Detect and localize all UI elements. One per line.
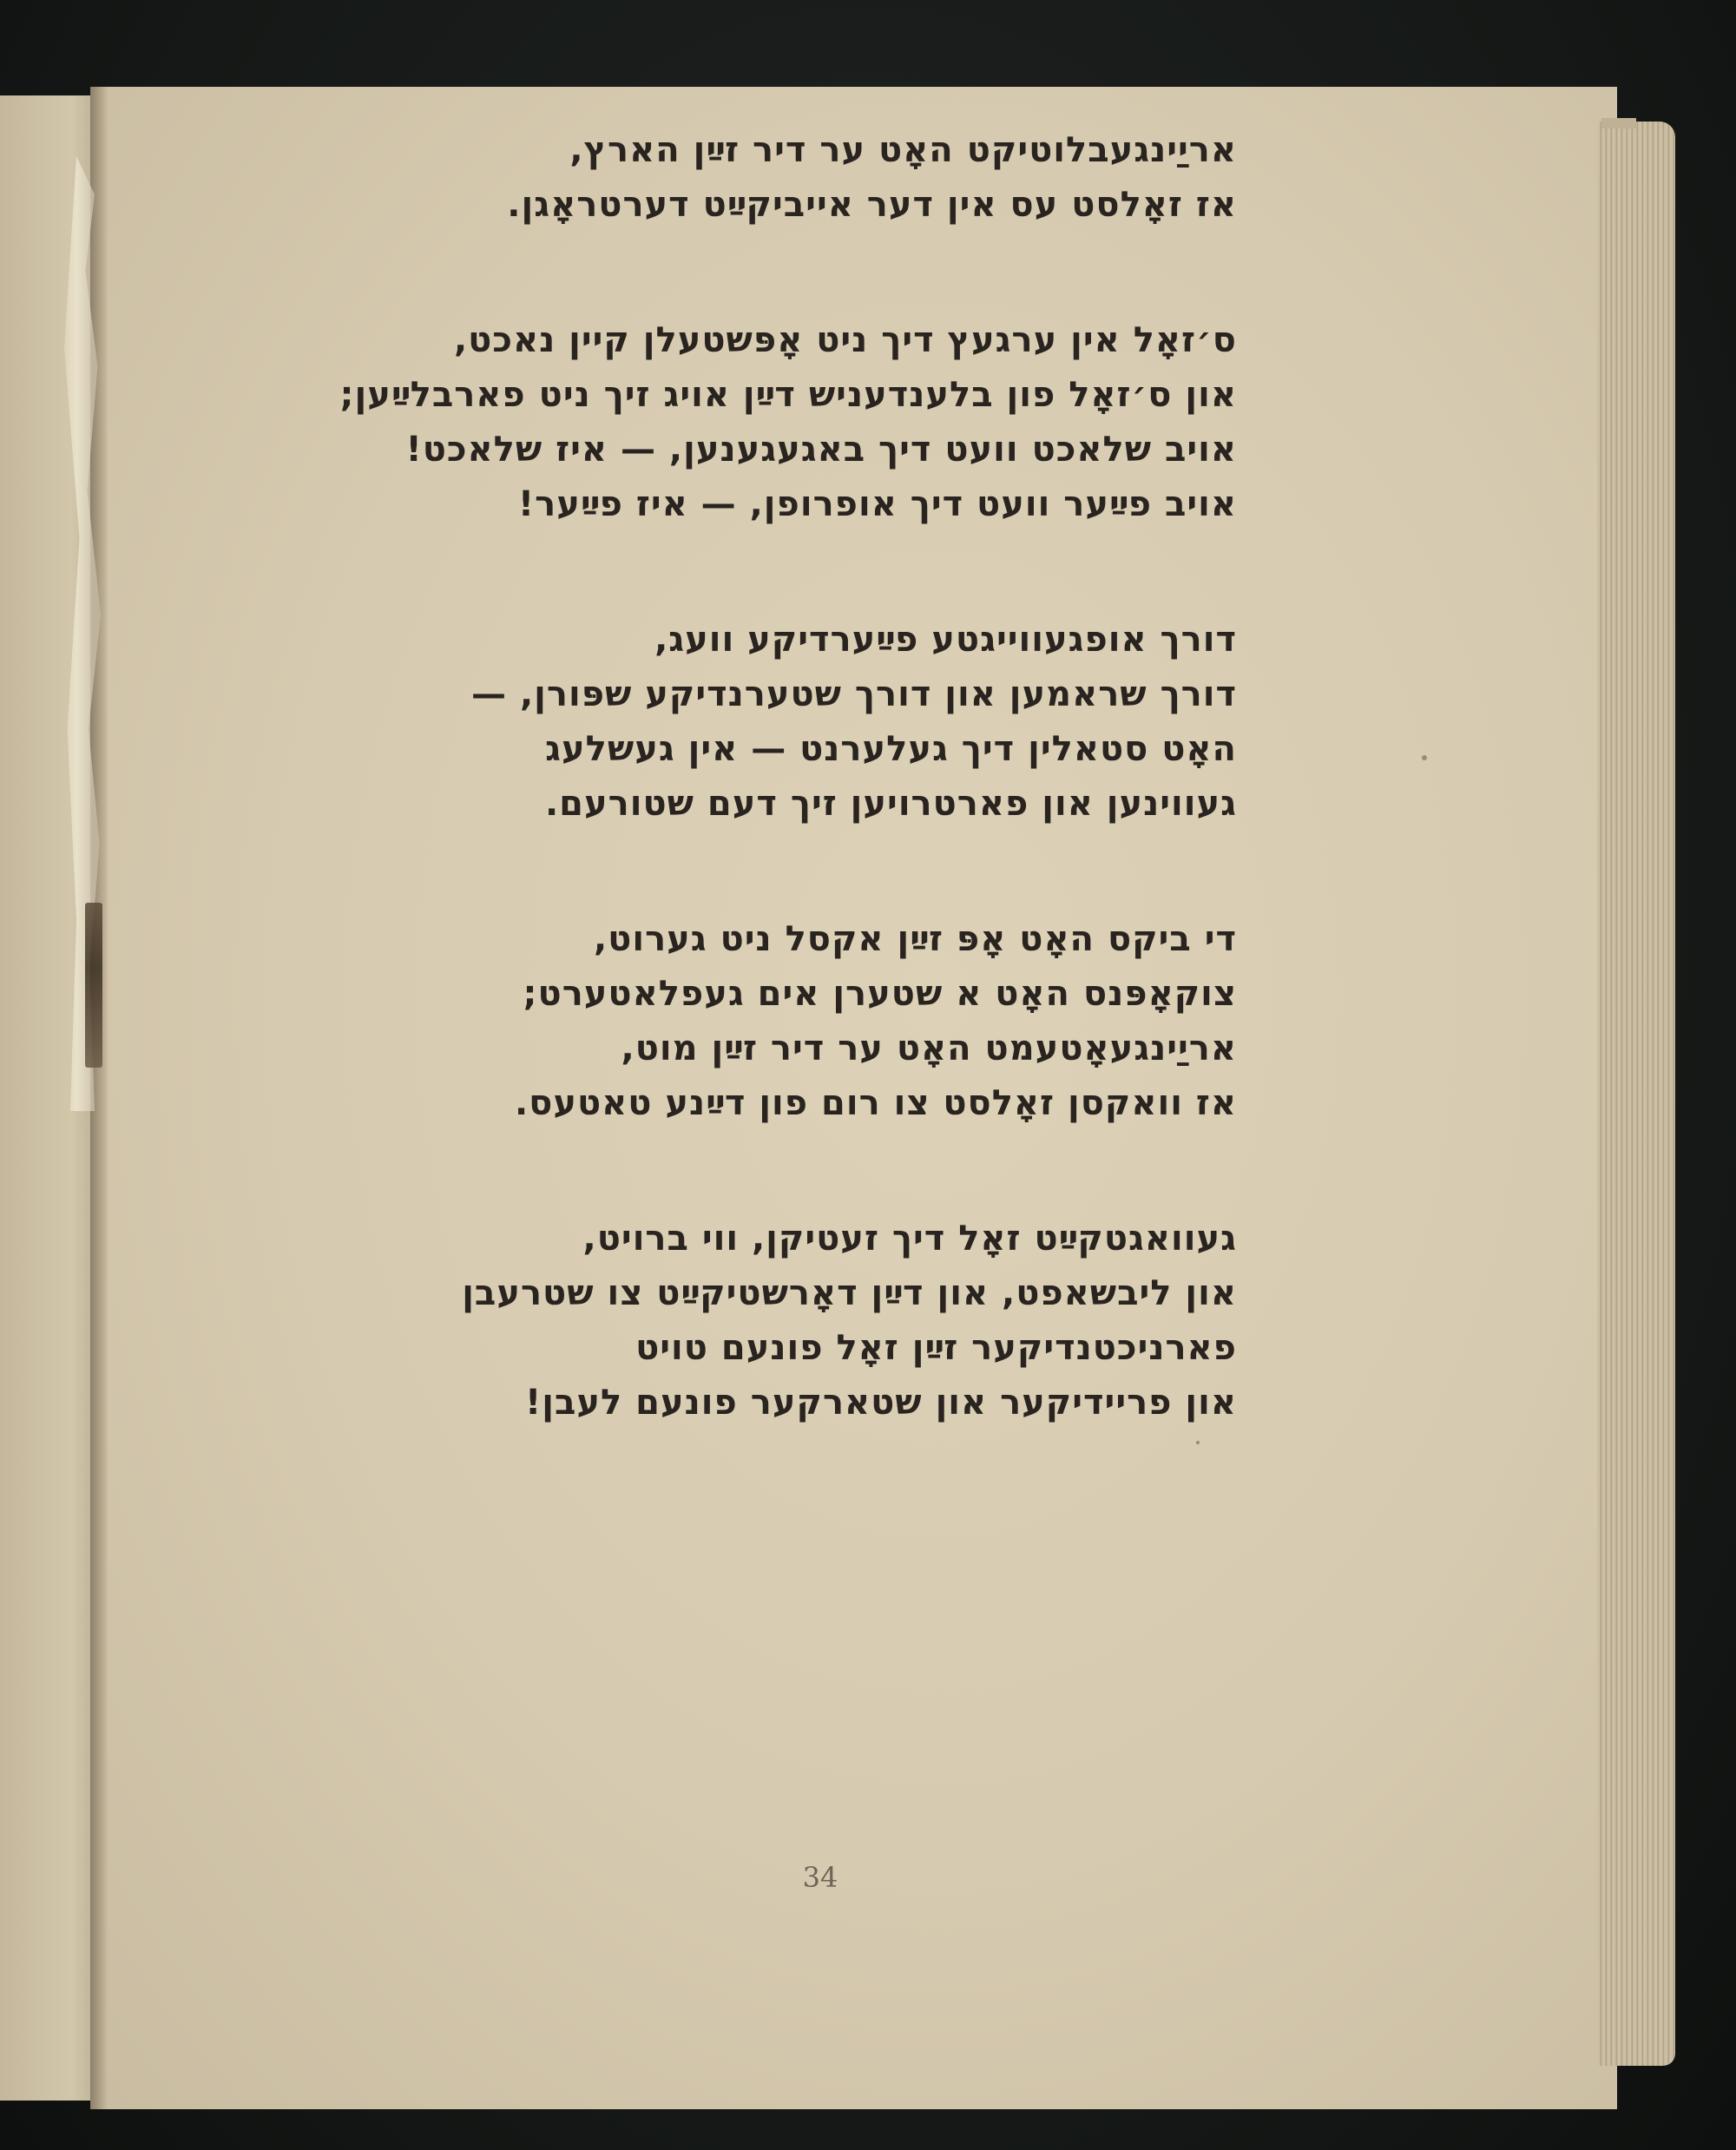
poem-line: און ליבשאפט, און דײַן דאָרשטיקײַט צו שטרעבן [462,1273,1237,1313]
page-block-edges [1597,122,1675,2066]
paper-speck [1422,755,1427,760]
poem-line: אריַינגעאָטעמט האָט ער דיר זײַן מוט, [621,1029,1237,1068]
poem-line: אז זאָלסט עס אין דער אייביקײַט דערטראָגן. [507,185,1237,225]
page-block-top [1601,118,1636,128]
poem-stanza [339,313,1237,532]
poem-line: ס׳זאָל אין ערגעץ דיך ניט אָפּשטעלן קיין נאכט, [453,320,1237,360]
poem-line: אריַינגעבלוטיקט האָט ער דיר זײַן הארץ, [569,130,1237,170]
poem-line: אויב פײַער וועט דיך אופרופן, — איז פײַער! [517,484,1237,524]
page-number: 34 [802,1861,838,1894]
poem-stanza [365,123,1237,233]
poem-line: און פריידיקער און שטארקער פונעם לעבן! [525,1383,1237,1423]
poem-line: צוקאָפּנס האָט א שטערן אים געפלאטערט; [523,974,1237,1014]
poem-line: דורך שראמען און דורך שטערנדיקע שפּורן, — [471,674,1237,714]
poem-line: פארניכטנדיקער זײַן זאָל פונעם טויט [635,1328,1237,1368]
poem-text [339,123,1237,1511]
poem-line: געוואגטקײַט זאָל דיך זעטיקן, ווי ברויט, [582,1219,1237,1259]
poem-stanza [365,613,1237,832]
poem-line: האָט סטאלין דיך געלערנט — אין געשלעג [545,729,1237,769]
poem-line: אז וואקסן זאָלסט צו רום פון דײַנע טאטעס. [514,1083,1237,1123]
binding-mark [85,903,102,1068]
poem-line: דורך אופגעווייגטע פײַערדיקע וועג, [654,620,1237,660]
poem-line: און ס׳זאָל פון בלענדעניש דײַן אויג זיך ניט פארבלײַען; [339,375,1237,415]
poem-line: די ביקס האָט אָפּ זײַן אקסל ניט גערוט, [593,919,1237,959]
poem-line: אויב שלאכט וועט דיך באגעגענען, — איז שלאכט! [405,430,1237,470]
poem-stanza [365,912,1237,1131]
poem-stanza [365,1212,1237,1430]
poem-line: געווינען און פארטרויען זיך דעם שטורעם. [544,784,1237,824]
